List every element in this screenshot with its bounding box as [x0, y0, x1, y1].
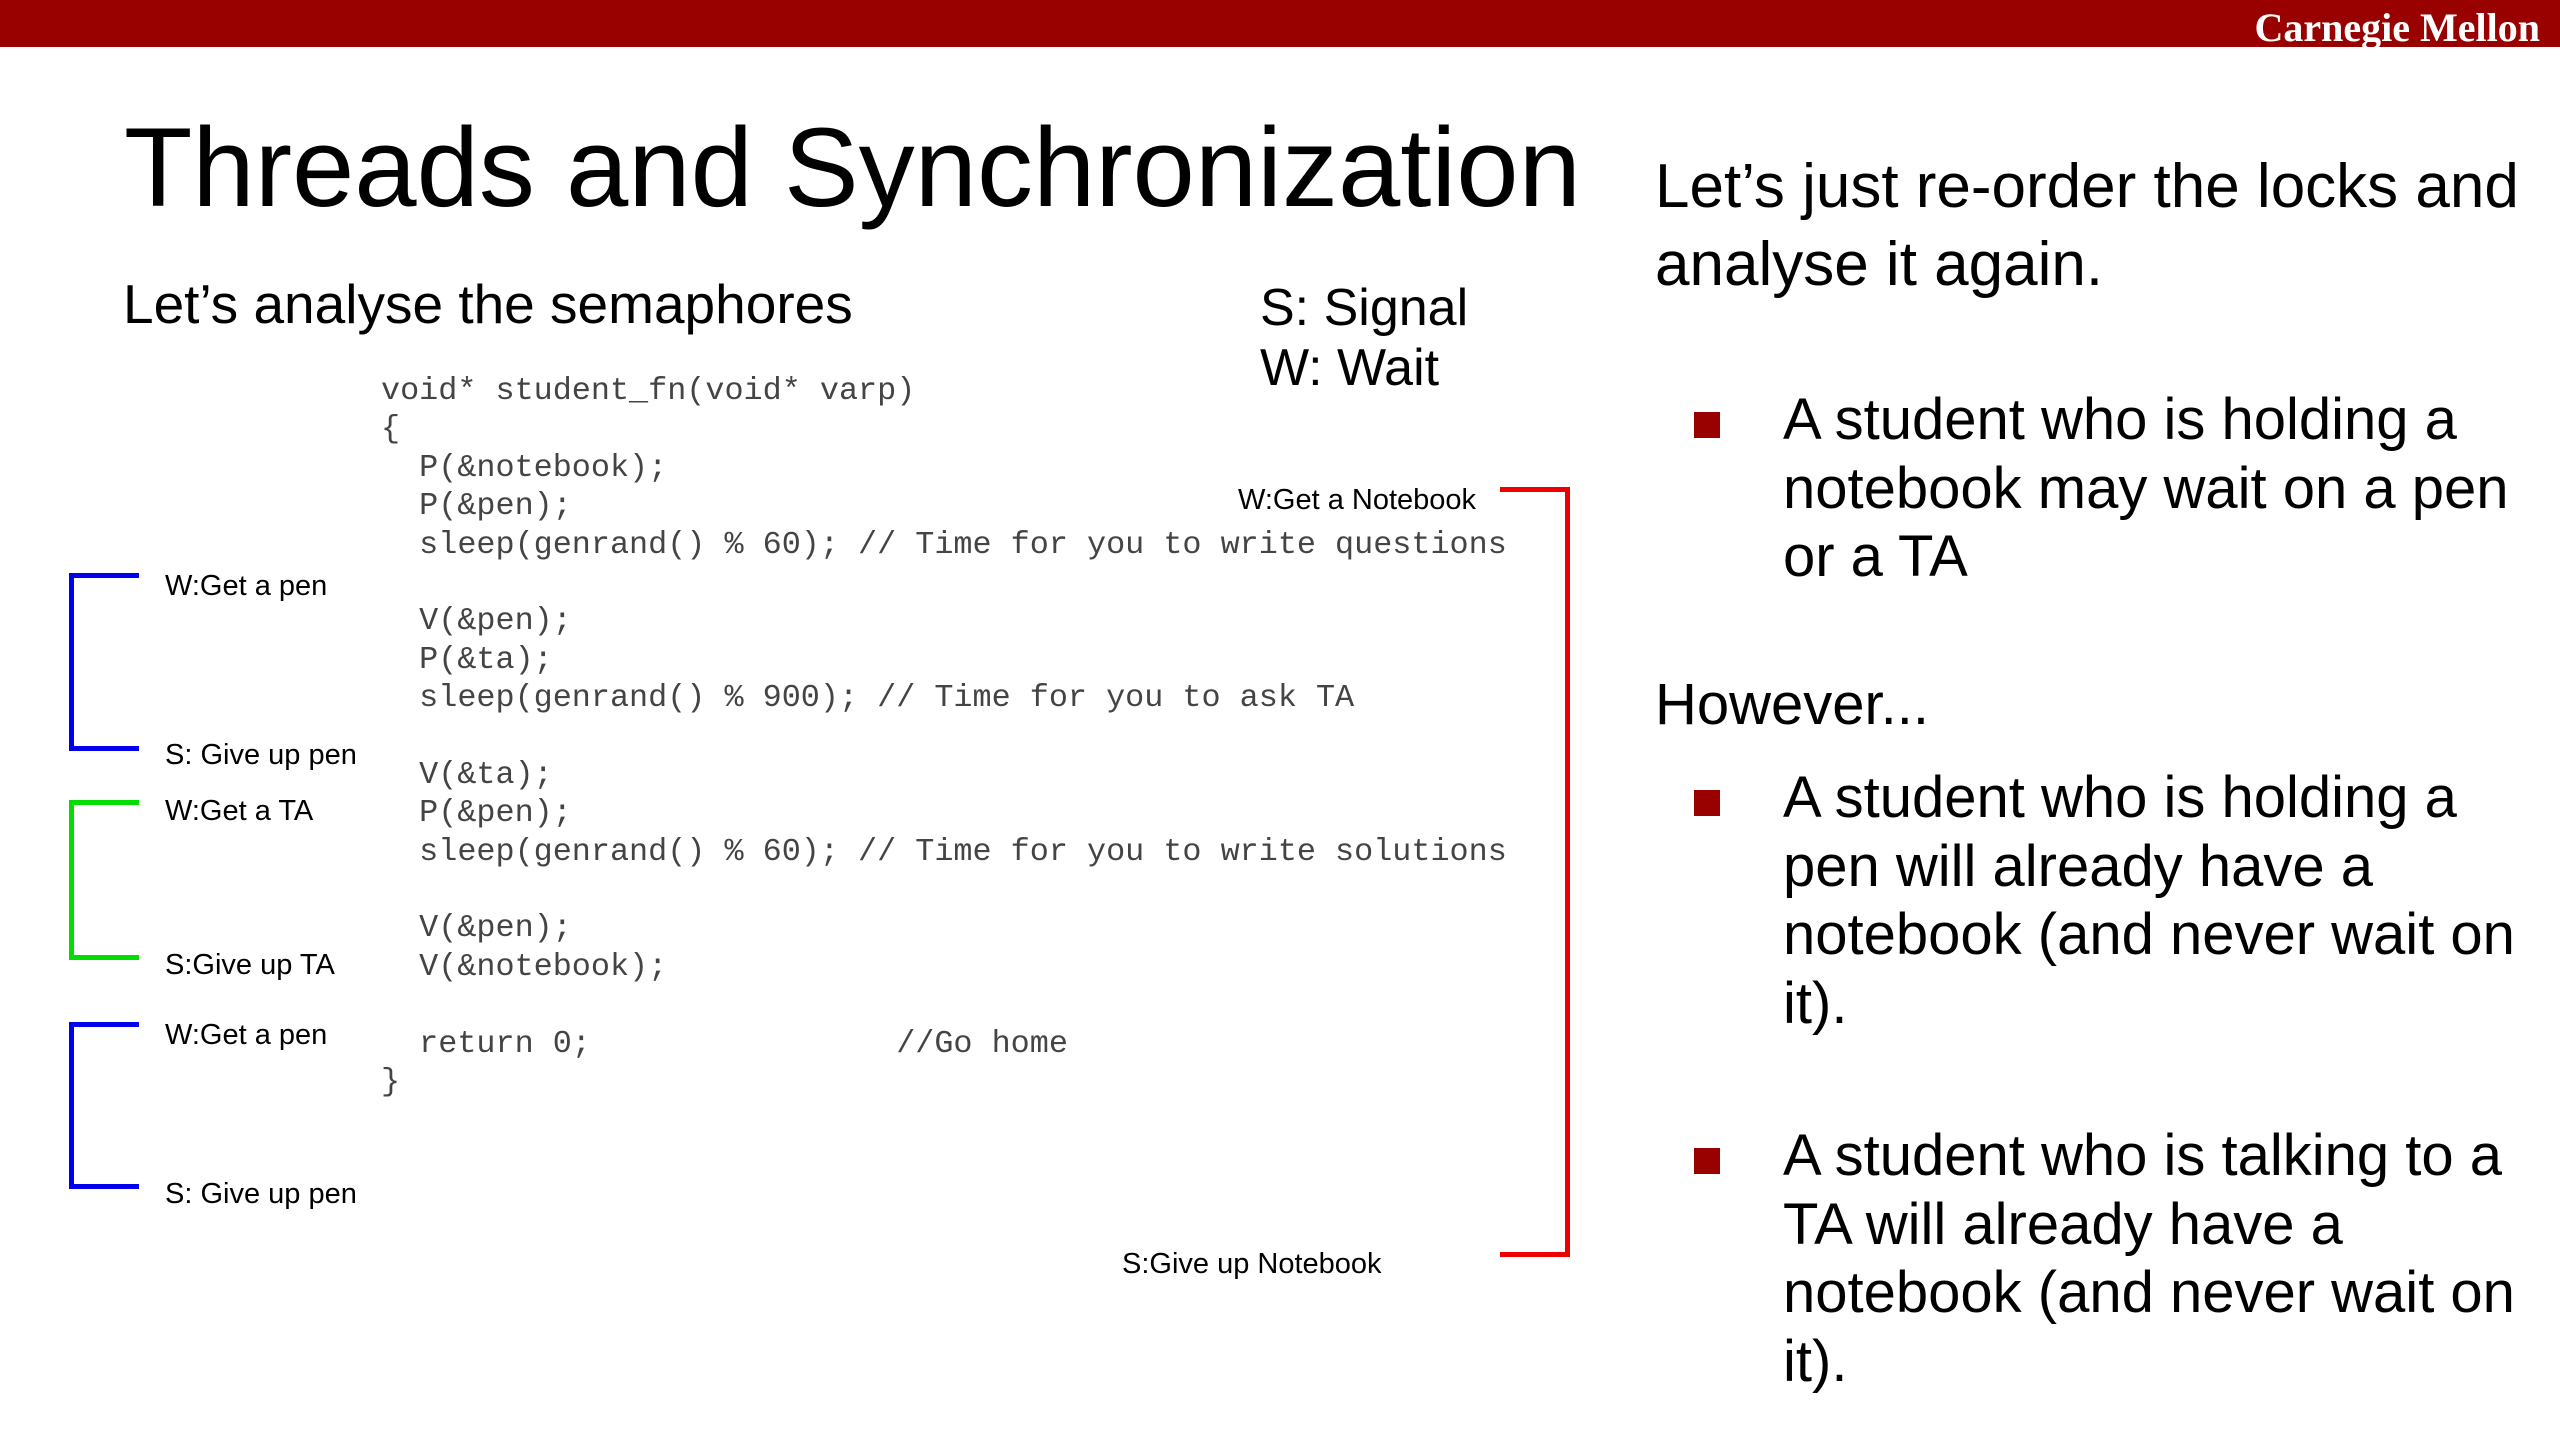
- bullet-square-icon: [1694, 790, 1720, 816]
- brand-logo-text: Carnegie Mellon: [2254, 5, 2540, 50]
- slide-title: Threads and Synchronization: [124, 105, 1581, 230]
- slide-subtitle: Let’s analyse the semaphores: [123, 273, 853, 335]
- pen-bracket-2: [69, 1022, 139, 1189]
- bullet-2-text: A student who is holding a pen will already have a notebook (and never wait on it).: [1783, 765, 2515, 1036]
- code-line: sleep(genrand() % 60); // Time for you to write questions: [381, 526, 1507, 563]
- notebook-bracket: [1500, 487, 1570, 1257]
- code-line: [381, 564, 1507, 602]
- code-line: [381, 871, 1507, 909]
- code-block: [381, 372, 1507, 1101]
- header-bar: [0, 0, 2560, 50]
- annotation-give-up-ta: S:Give up TA: [165, 949, 335, 981]
- annotation-give-up-pen-1: S: Give up pen: [165, 739, 357, 771]
- bullet-square-icon: [1694, 1148, 1720, 1174]
- annotation-get-pen-2: W:Get a pen: [165, 1019, 328, 1051]
- code-line: V(&ta);: [381, 756, 553, 793]
- code-line: V(&notebook);: [381, 948, 668, 985]
- code-line: P(&notebook);: [381, 449, 668, 486]
- code-line: {: [381, 411, 401, 448]
- bullet-3-text: A student who is talking to a TA will already have a notebook (and never wait on it).: [1783, 1123, 2515, 1394]
- legend-signal: S: Signal: [1260, 279, 1469, 337]
- code-line: }: [381, 1064, 401, 1101]
- annotation-get-ta: W:Get a TA: [165, 795, 314, 827]
- code-line: [381, 986, 1507, 1024]
- bullet-square-icon: [1694, 412, 1720, 438]
- code-line: sleep(genrand() % 60); // Time for you to write solutions: [381, 833, 1507, 870]
- code-line: V(&pen);: [381, 910, 572, 947]
- pen-bracket-1: [69, 573, 139, 751]
- code-line: [381, 718, 1507, 756]
- code-line: return 0; //Go home: [381, 1025, 1068, 1062]
- code-line: V(&pen);: [381, 603, 572, 640]
- annotation-give-up-notebook: S:Give up Notebook: [1122, 1248, 1382, 1280]
- annotation-get-notebook: W:Get a Notebook: [1238, 484, 1477, 516]
- code-line: sleep(genrand() % 900); // Time for you to ask TA: [381, 680, 1355, 717]
- code-line: P(&ta);: [381, 641, 553, 678]
- code-line: P(&pen);: [381, 488, 572, 525]
- however-text: However...: [1655, 672, 1929, 737]
- code-line: void* student_fn(void* varp): [381, 373, 916, 409]
- ta-bracket: [69, 800, 139, 960]
- annotation-give-up-pen-2: S: Give up pen: [165, 1178, 357, 1210]
- legend-wait: W: Wait: [1260, 339, 1440, 397]
- bullet-1-text: A student who is holding a notebook may wait on a pen or a TA: [1783, 387, 2509, 589]
- right-intro-text: Let’s just re-order the locks and analyse it again.: [1655, 152, 2519, 299]
- annotation-get-pen-1: W:Get a pen: [165, 570, 328, 602]
- code-line: P(&pen);: [381, 795, 572, 832]
